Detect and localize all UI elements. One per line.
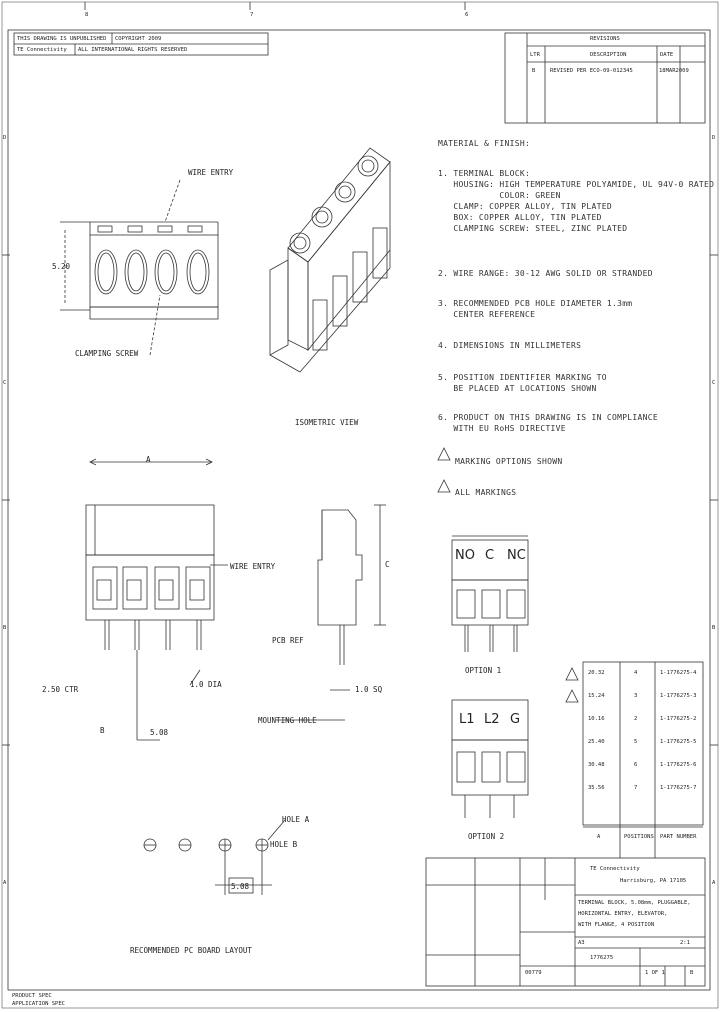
zone-left-1: D	[3, 135, 7, 141]
tb-desc-2: HORIZONTAL ENTRY, ELEVATOR,	[578, 911, 668, 917]
tb-scale: 2:1	[680, 940, 690, 946]
parts-row-a: 15.24	[588, 693, 605, 699]
zone-top-1: 8	[85, 12, 89, 18]
label-dim-c: C	[385, 560, 390, 569]
label-hole-b: HOLE B	[270, 840, 298, 849]
label-isometric: ISOMETRIC VIEW	[295, 418, 359, 427]
rev-row-ltr: B	[532, 68, 536, 74]
parts-header-a: A	[597, 834, 601, 840]
parts-row-pn: 1-1776275-3	[660, 693, 697, 699]
tb-company: TE Connectivity	[590, 866, 640, 872]
company-mark: TE Connectivity	[17, 47, 67, 53]
label-wire-entry-2: WIRE ENTRY	[230, 562, 276, 571]
mark-c: C	[485, 548, 495, 563]
note-6: 6. PRODUCT ON THIS DRAWING IS IN COMPLIANCE WITH EU RoHS DIRECTIVE	[438, 413, 659, 433]
label-pos-dim: 1.0 SQ	[355, 685, 383, 694]
tb-rev: B	[690, 970, 694, 976]
label-option-1: OPTION 1	[465, 666, 502, 675]
parts-header-positions: POSITIONS	[624, 834, 654, 840]
label-mounting: MOUNTING HOLE	[258, 716, 317, 725]
zone-left-2: C	[3, 380, 7, 386]
parts-row-a: 10.16	[588, 716, 605, 722]
rev-row-date: 18MAR2009	[659, 68, 689, 74]
parts-row-pos: 5	[634, 739, 638, 745]
notes-heading: MATERIAL & FINISH:	[438, 139, 531, 148]
isometric-drawing	[270, 148, 390, 372]
label-hole-a: HOLE A	[282, 815, 310, 824]
mark-g: G	[510, 712, 521, 727]
mark-l2: L2	[484, 712, 500, 727]
parts-row-a: 35.56	[588, 785, 605, 791]
label-dim-b: B	[100, 726, 105, 735]
tb-size: A3	[578, 940, 585, 946]
note-5: 5. POSITION IDENTIFIER MARKING TO BE PLACED AT LOCATIONS SHOWN	[438, 373, 607, 393]
tb-desc-1: TERMINAL BLOCK, 5.08mm, PLUGGABLE,	[578, 900, 691, 906]
revisions-table	[505, 33, 705, 123]
tb-sheet: 1 OF 1	[645, 970, 665, 976]
zone-top-2: 7	[250, 12, 254, 18]
zone-right-2: C	[712, 380, 716, 386]
parts-row-a: 30.48	[588, 762, 605, 768]
parts-row-pos: 3	[634, 693, 638, 699]
parts-row-pn: 1-1776275-5	[660, 739, 697, 745]
parts-row-pn: 1-1776275-2	[660, 716, 697, 722]
label-pcb-ref: PCB REF	[272, 636, 304, 645]
note-2: 2. WIRE RANGE: 30-12 AWG SOLID OR STRANDED	[438, 269, 653, 278]
label-dim-520: 5.20	[52, 262, 71, 271]
tb-cage: 00779	[525, 970, 542, 976]
rev-col-ltr: LTR	[530, 52, 540, 58]
rev-row-desc: REVISED PER ECO-09-012345	[550, 68, 633, 74]
tb-dwg-no: 1776275	[590, 955, 614, 961]
parts-row-pos: 2	[634, 716, 638, 722]
parts-row-pos: 7	[634, 785, 638, 791]
mark-no: NO	[455, 548, 475, 563]
label-wire-entry: WIRE ENTRY	[188, 168, 234, 177]
zone-right-4: A	[712, 880, 716, 886]
rev-col-desc: DESCRIPTION	[590, 52, 627, 58]
label-clamping-screw: CLAMPING SCREW	[75, 349, 139, 358]
front-view	[60, 180, 218, 355]
note-all-markings: ALL MARKINGS	[455, 488, 517, 497]
parts-table-lines	[583, 662, 703, 858]
bottom-front-view	[86, 505, 228, 740]
rights-note: ALL INTERNATIONAL RIGHTS RESERVED	[78, 47, 188, 53]
note-marking-options: MARKING OPTIONS SHOWN	[455, 457, 563, 466]
parts-row-a: 20.32	[588, 670, 605, 676]
revisions-header: REVISIONS	[590, 36, 620, 42]
label-recommended-layout: RECOMMENDED PC BOARD LAYOUT	[130, 946, 252, 955]
label-tolerance: 5.08	[150, 728, 169, 737]
parts-row-pos: 4	[634, 670, 638, 676]
copyright-year: COPYRIGHT 2009	[115, 36, 162, 42]
zone-left-4: A	[3, 880, 7, 886]
footer-line-1: PRODUCT SPEC	[12, 993, 52, 999]
tb-desc-3: WITH FLANGE, 4 POSITION	[578, 922, 655, 928]
label-pin-dia: 1.0 DIA	[190, 680, 222, 689]
mark-nc: NC	[507, 548, 526, 563]
note-4: 4. DIMENSIONS IN MILLIMETERS	[438, 341, 582, 350]
zone-top-3: 6	[465, 12, 469, 18]
parts-header-part: PART NUMBER	[660, 834, 697, 840]
tb-company-sub: Harrisburg, PA 17105	[620, 878, 687, 884]
footer-line-2: APPLICATION SPEC	[12, 1001, 65, 1007]
zone-left-3: B	[3, 625, 7, 631]
parts-row-pn: 1-1776275-7	[660, 785, 697, 791]
label-pcb-layout-dim: 5.08	[231, 882, 250, 891]
parts-row-pn: 1-1776275-4	[660, 670, 697, 676]
zone-right-3: B	[712, 625, 716, 631]
copyright-note: THIS DRAWING IS UNPUBLISHED	[17, 36, 107, 42]
parts-row-pn: 1-1776275-6	[660, 762, 697, 768]
label-pin-pitch: 2.50 CTR	[42, 685, 79, 694]
note-3: 3. RECOMMENDED PCB HOLE DIAMETER 1.3mm CENTER REFERENCE	[438, 299, 633, 319]
label-option-2: OPTION 2	[468, 832, 505, 841]
parts-row-pos: 6	[634, 762, 638, 768]
zone-right-1: D	[712, 135, 716, 141]
label-dim-a: A	[146, 455, 151, 464]
rev-col-date: DATE	[660, 52, 674, 58]
parts-row-a: 25.40	[588, 739, 605, 745]
mark-l1: L1	[459, 712, 475, 727]
pcb-layout-drawing	[144, 820, 285, 895]
note-1: 1. TERMINAL BLOCK: HOUSING: HIGH TEMPERATURE POLYAMIDE, UL 94V-0 RATED COLOR: GREEN CLAMP: COPPER ALLOY, TIN PLATED BOX: COPPER ALLOY, TIN PLATED CLAMPING SCREW: STEEL, ZINC PLATED	[438, 169, 715, 233]
